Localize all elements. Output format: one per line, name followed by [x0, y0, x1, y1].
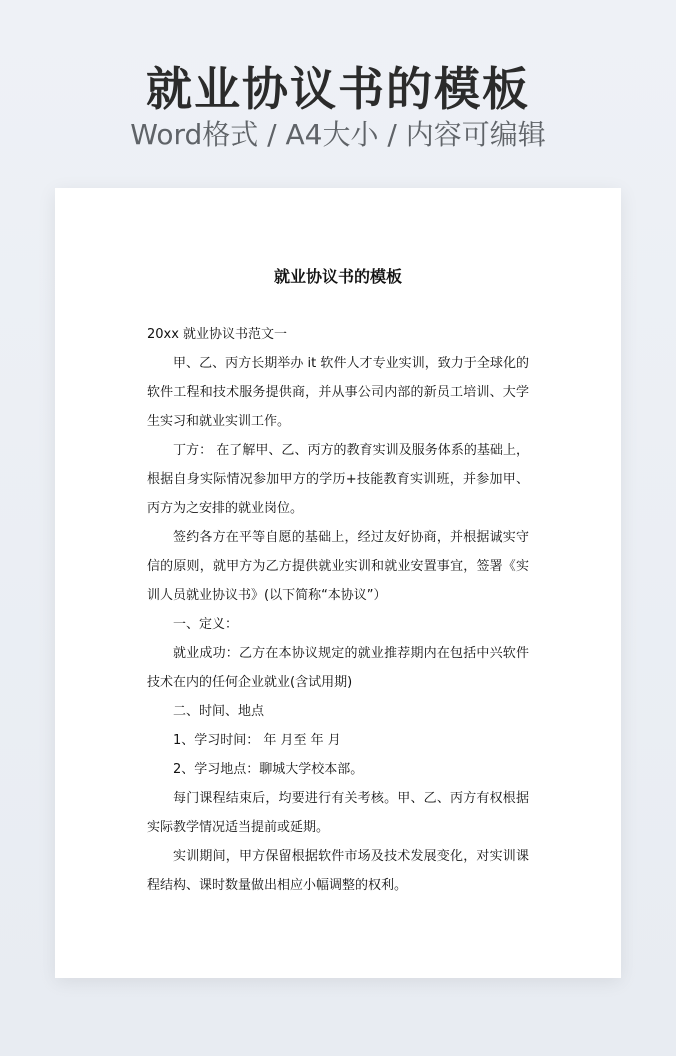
document-paragraph: 甲、乙、丙方长期举办 it 软件人才专业实训，致力于全球化的软件工程和技术服务提供商，并从事公司内部的新员工培训、大学生实习和就业实训工作。: [147, 356, 529, 429]
page-subtitle: Word格式 / A4大小 / 内容可编辑: [130, 118, 546, 151]
document-paragraph: 每门课程结束后，均要进行有关考核。甲、乙、丙方有权根据实际教学情况适当提前或延期。: [147, 791, 529, 835]
document-paragraph: 1、学习时间： 年 月至 年 月: [173, 733, 341, 748]
document-paragraph: 丁方： 在了解甲、乙、丙方的教育实训及服务体系的基础上，根据自身实际情况参加甲方的学历+技能教育实训班，并参加甲、丙方为之安排的就业岗位。: [147, 443, 529, 516]
section-heading-definition: 一、定义：: [173, 617, 239, 632]
page-title: 就业协议书的模板: [146, 62, 530, 116]
document-paragraph: 实训期间，甲方保留根据软件市场及技术发展变化，对实训课程结构、课时数量做出相应小幅调整的权利。: [147, 849, 529, 893]
document-title: 就业协议书的模板: [273, 267, 402, 286]
document-paragraph-heading: 20xx 就业协议书范文一: [147, 327, 288, 342]
document-paragraph: 就业成功：乙方在本协议规定的就业推荐期内在包括中兴软件技术在内的任何企业就业(含试用期): [147, 646, 529, 690]
document-paragraph: 2、学习地点：聊城大学校本部。: [173, 762, 364, 777]
section-heading-time-place: 二、时间、地点: [173, 704, 265, 719]
page-header: [0, 0, 676, 180]
document-paragraph: 签约各方在平等自愿的基础上，经过友好协商，并根据诚实守信的原则，就甲方为乙方提供就业实训和就业安置事宜，签署《实训人员就业协议书》(以下简称“本协议”）: [147, 530, 529, 603]
document-page: [55, 188, 621, 978]
document-body: [147, 320, 529, 900]
